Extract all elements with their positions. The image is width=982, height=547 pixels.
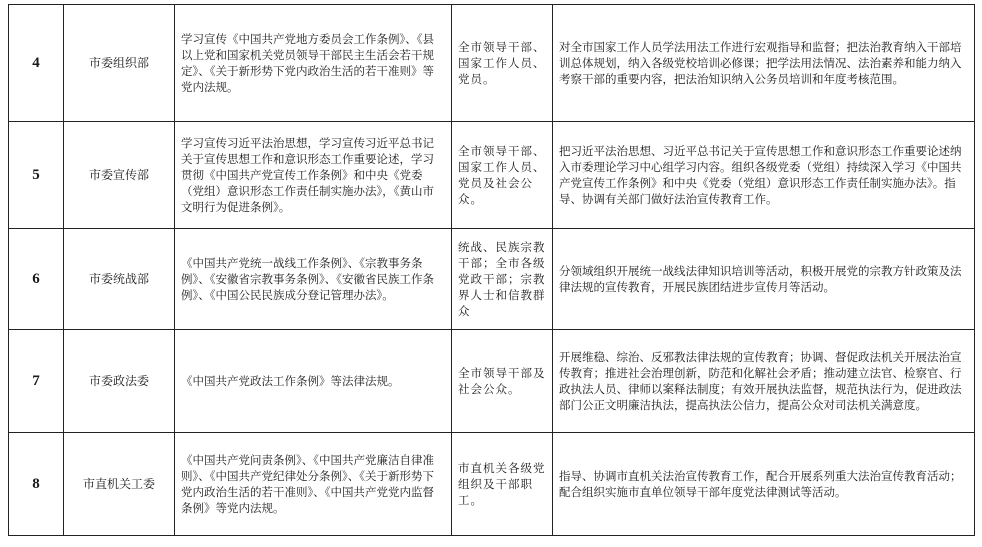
department-cell: 市委政法委 [64,330,175,433]
duty-cell: 把习近平法治思想、习近平总书记关于宣传思想工作和意识形态工作重要论述纳入市委理论学习中心组学习内容。组织各级党委（党组）持续深入学习《中国共产党宣传工作条例》和中央《党委（党组）意识形态工作责任制实施办法》。指导、协调有关部门做好法治宣传教育工作。 [553,122,975,229]
department-cell: 市委统战部 [64,229,175,330]
duty-cell: 对全市国家工作人员学法用法工作进行宏观指导和监督；把法治教育纳入干部培训总体规划，纳入各级党校培训必修课；把学法用法情况、法治素养和能力纳入考察干部的重要内容，把法治知识纳入公务员培训和年度考核范围。 [553,5,975,122]
duty-cell: 开展维稳、综治、反邪教法律法规的宣传教育；协调、督促政法机关开展法治宣传教育；推进社会治理创新，防范和化解社会矛盾；推动建立法官、检察官、行政执法人员、律师以案释法制度；有效开展执法监督，规范执法行为，促进政法部门公正文明廉洁执法，提高执法公信力，提高公众对司法机关满意度。 [553,330,975,433]
row-number: 8 [9,433,64,536]
table-row [9,229,975,330]
department-cell: 市委宣传部 [64,122,175,229]
legal-basis-cell: 《中国共产党问责条例》、《中国共产党廉洁自律准则》、《中国共产党纪律处分条例》、《关于新形势下党内政治生活的若干准则》、《中国共产党党内监督条例》等党内法规。 [175,433,452,536]
department-cell: 市直机关工委 [64,433,175,536]
table-row [9,330,975,433]
target-audience-cell: 全市领导干部及社会公众。 [452,330,553,433]
row-number: 7 [9,330,64,433]
legal-basis-cell: 《中国共产党政法工作条例》等法律法规。 [175,330,452,433]
department-cell: 市委组织部 [64,5,175,122]
legal-basis-cell: 学习宣传习近平法治思想，学习宣传习近平总书记关于宣传思想工作和意识形态工作重要论述，学习贯彻《中国共产党宣传工作条例》和中央《党委（党组）意识形态工作责任制实施办法》，《黄山市文明行为促进条例》。 [175,122,452,229]
target-audience-cell: 全市领导干部、国家工作人员、党员。 [452,5,553,122]
responsibility-table [8,4,975,536]
table-row [9,433,975,536]
target-audience-cell: 统战、民族宗教干部；全市各级党政干部；宗教界人士和信教群众 [452,229,553,330]
table-row [9,5,975,122]
target-audience-cell: 市直机关各级党组织及干部职工。 [452,433,553,536]
row-number: 6 [9,229,64,330]
legal-basis-cell: 《中国共产党统一战线工作条例》、《宗教事务条例》、《安徽省宗教事务条例》、《安徽省民族工作条例》、《中国公民民族成分登记管理办法》。 [175,229,452,330]
row-number: 4 [9,5,64,122]
duty-cell: 指导、协调市直机关法治宣传教育工作，配合开展系列重大法治宣传教育活动；配合组织实施市直单位领导干部年度党法律测试等活动。 [553,433,975,536]
target-audience-cell: 全市领导干部、国家工作人员、党员及社会公众。 [452,122,553,229]
table-row [9,122,975,229]
duty-cell: 分领域组织开展统一战线法律知识培训等活动，积极开展党的宗教方针政策及法律法规的宣传教育，开展民族团结进步宣传月等活动。 [553,229,975,330]
legal-basis-cell: 学习宣传《中国共产党地方委员会工作条例》、《县以上党和国家机关党员领导干部民主生活会若干规定》、《关于新形势下党内政治生活的若干准则》等党内法规。 [175,5,452,122]
row-number: 5 [9,122,64,229]
